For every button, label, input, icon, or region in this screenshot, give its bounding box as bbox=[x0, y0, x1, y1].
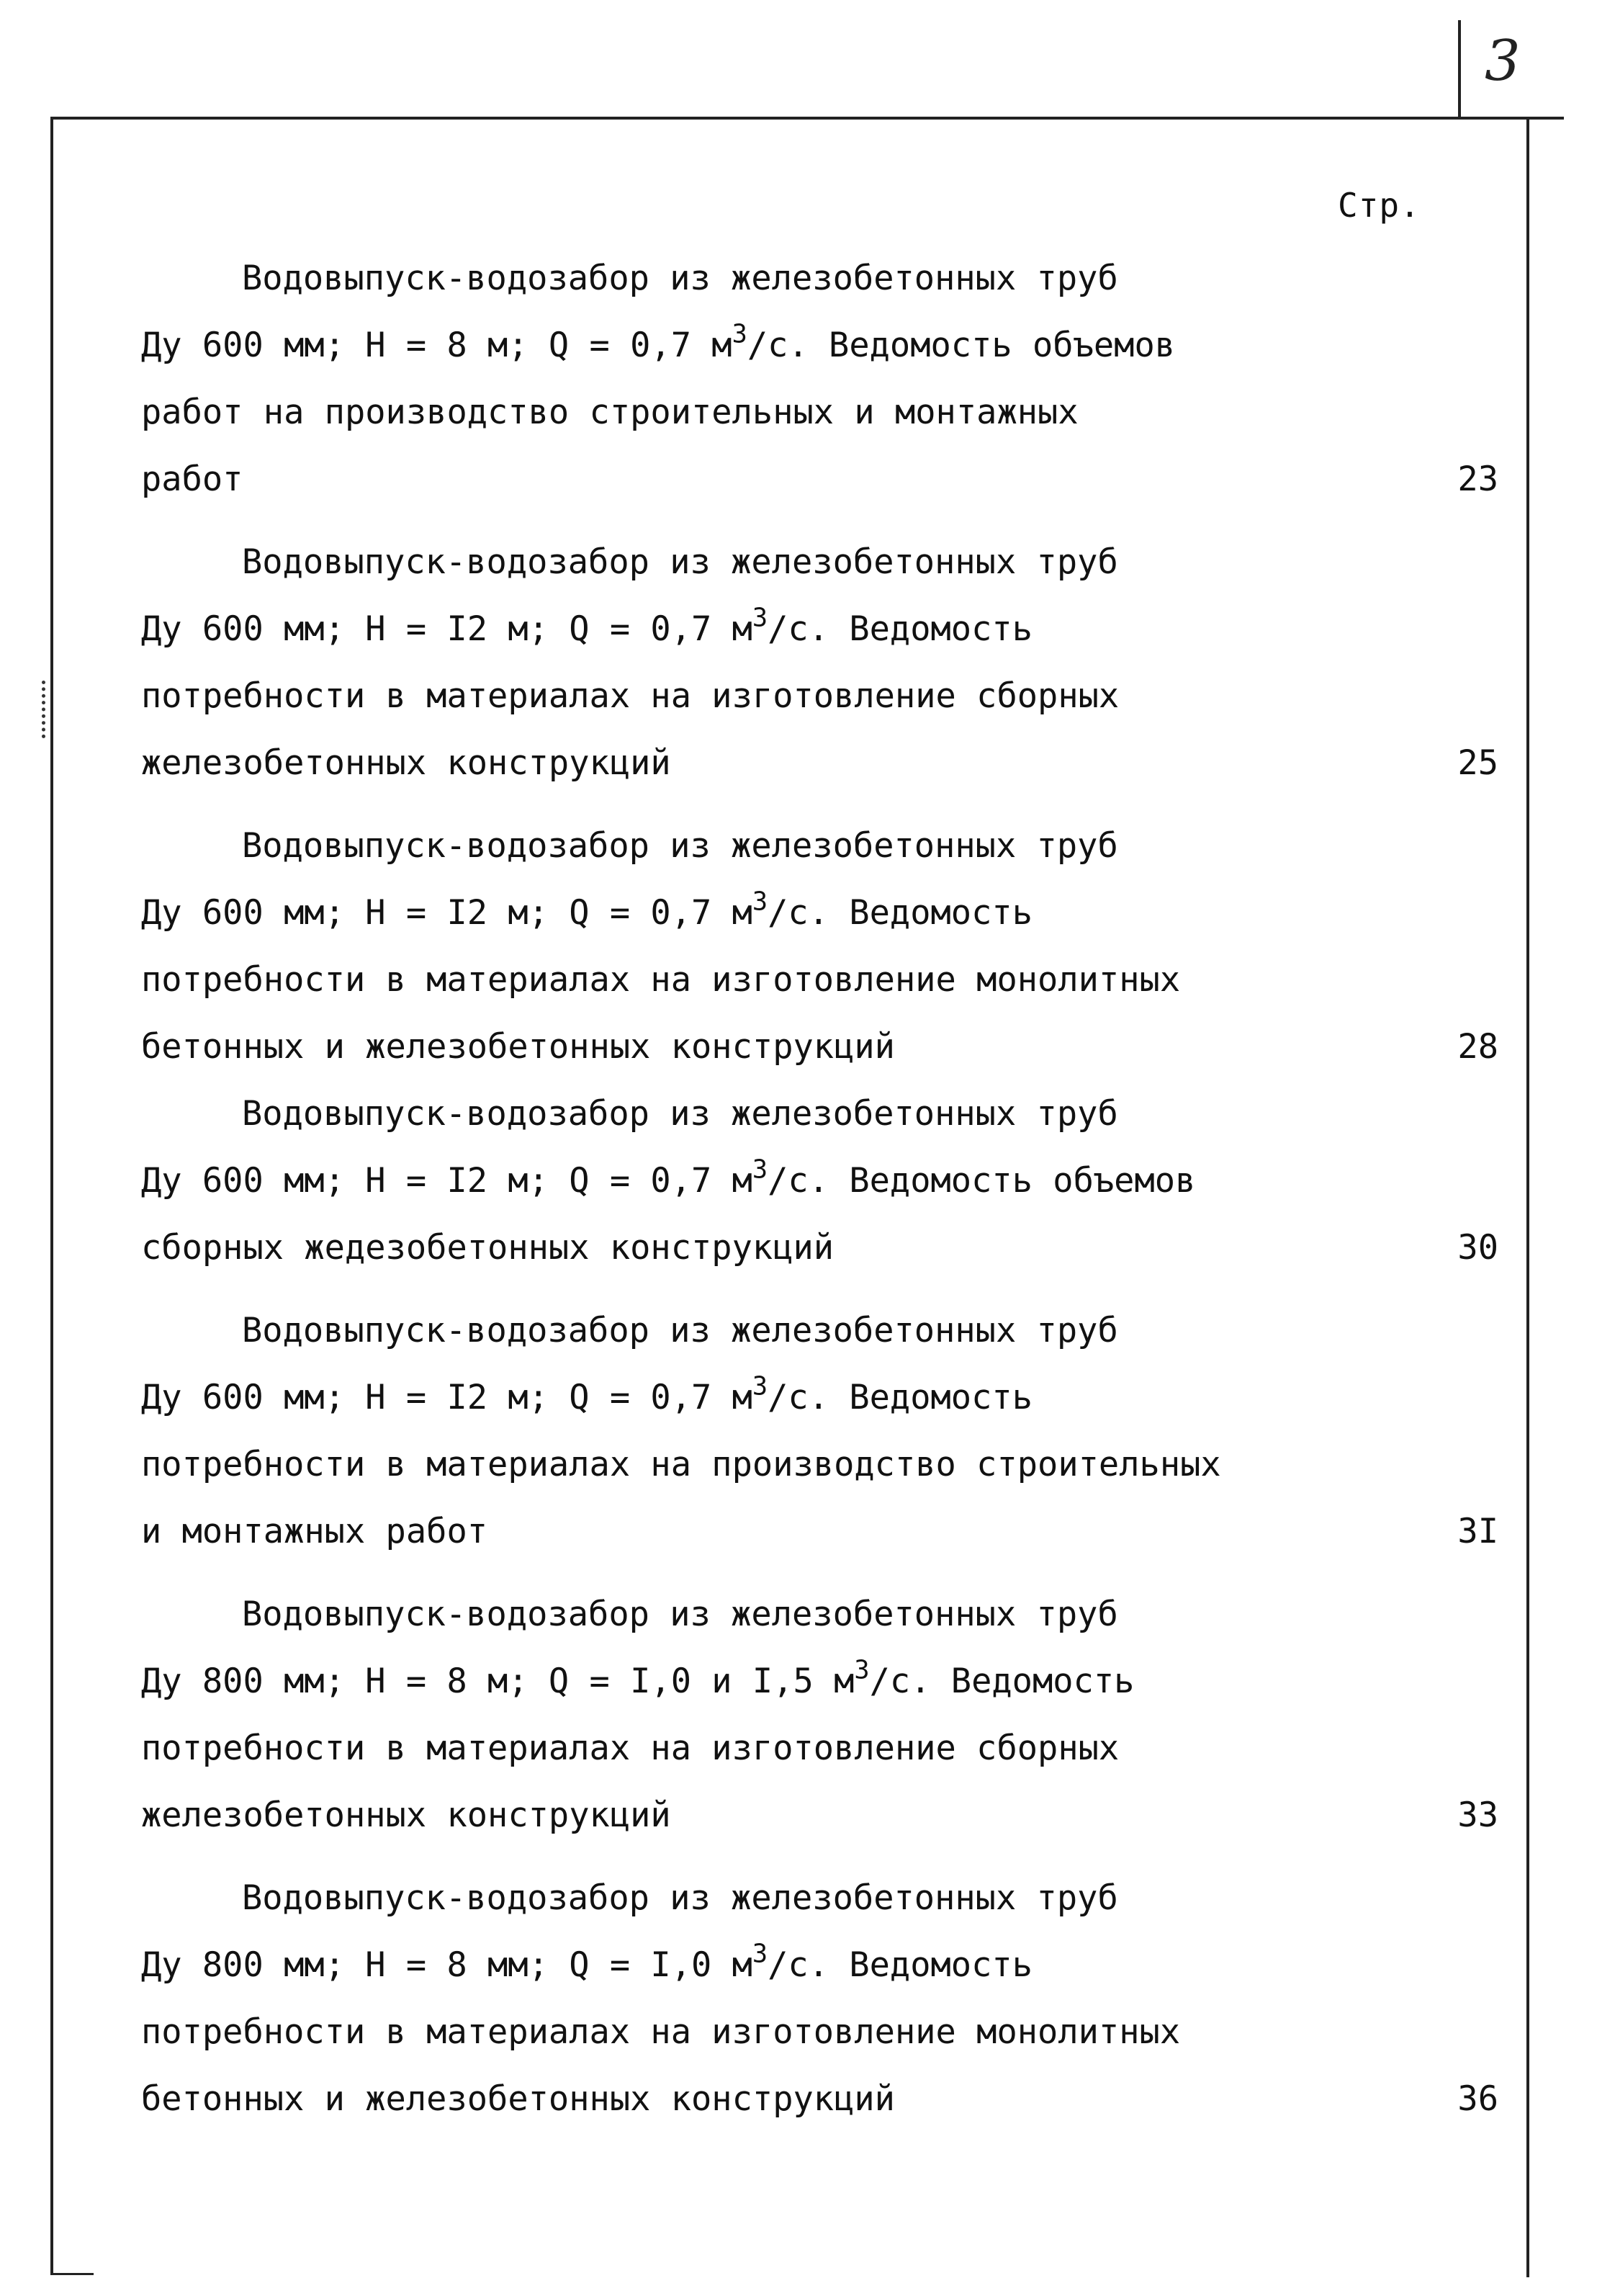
entry-desc-line: бетонных и железобетонных конструкций bbox=[141, 1027, 895, 1067]
table-of-contents bbox=[141, 245, 1509, 2133]
entry-title-line: Водовыпуск-водозабор из железобетонных труб bbox=[242, 259, 1118, 298]
margin-scan-marks bbox=[42, 681, 49, 738]
entry-page-number: 30 bbox=[1457, 1228, 1498, 1268]
stamp-divider-line bbox=[1458, 20, 1461, 118]
entry-params-line: Ду 600 мм; Н = I2 м; Q = 0,7 $м^3/с$. Ведомость объемов bbox=[141, 1154, 1196, 1201]
entry-desc-line: сборных жедезобетонных конструкций bbox=[141, 1228, 835, 1268]
entry-params-line: Ду 600 мм; Н = I2 м; Q = 0,7 $м^3/с$. Ведомость bbox=[141, 603, 1033, 649]
toc-entry bbox=[141, 245, 1509, 513]
entry-page-number: 3I bbox=[1457, 1512, 1498, 1551]
entry-desc-line: бетонных и железобетонных конструкций bbox=[141, 2079, 895, 2119]
entry-desc-line: потребности в материалах на изготовление монолитных bbox=[141, 2012, 1181, 2052]
entry-title-line: Водовыпуск-водозабор из железобетонных труб bbox=[242, 826, 1118, 866]
frame-right-border bbox=[1526, 117, 1529, 2277]
entry-title-line: Водовыпуск-водозабор из железобетонных труб bbox=[242, 1595, 1118, 1634]
toc-entry bbox=[141, 1865, 1509, 2133]
page-number: 3 bbox=[1485, 29, 1521, 94]
toc-entry bbox=[141, 1581, 1509, 1849]
entry-desc-line: работ на производство строительных и монтажных bbox=[141, 393, 1079, 432]
entry-title-line: Водовыпуск-водозабор из железобетонных труб bbox=[242, 1094, 1118, 1134]
entry-desc-line: потребности в материалах на изготовление сборных bbox=[141, 676, 1120, 716]
entry-page-number: 36 bbox=[1457, 2079, 1498, 2119]
entry-desc-line: работ bbox=[141, 459, 243, 499]
entry-params-line: Ду 600 мм; Н = 8 м; Q = 0,7 $м^3/с$. Ведомость объемов bbox=[141, 319, 1176, 365]
entry-desc-line: железобетонных конструкций bbox=[141, 1795, 671, 1835]
entry-desc-line: потребности в материалах на изготовление сборных bbox=[141, 1728, 1120, 1768]
entry-desc-line: потребности в материалах на изготовление монолитных bbox=[141, 960, 1181, 1000]
entry-params-line: Ду 600 мм; Н = I2 м; Q = 0,7 $м^3/с$. Ведомость bbox=[141, 1371, 1033, 1417]
entry-page-number: 28 bbox=[1457, 1027, 1498, 1067]
entry-page-number: 23 bbox=[1457, 459, 1498, 499]
frame-top-border bbox=[50, 117, 1564, 120]
entry-params-line: Ду 800 мм; Н = 8 м; Q = I,0 и I,5 $м^3/с$. Ведомость bbox=[141, 1655, 1135, 1701]
toc-entry bbox=[141, 812, 1509, 1080]
entry-desc-line: железобетонных конструкций bbox=[141, 743, 671, 783]
page-column-header: Стр. bbox=[1338, 186, 1421, 225]
entry-desc-line: потребности в материалах на производство строительных bbox=[141, 1445, 1221, 1484]
entry-title-line: Водовыпуск-водозабор из железобетонных труб bbox=[242, 1311, 1118, 1350]
entry-params-line: Ду 800 мм; Н = 8 мм; Q = I,0 $м^3/с$. Ведомость bbox=[141, 1939, 1033, 1985]
entry-title-line: Водовыпуск-водозабор из железобетонных труб bbox=[242, 1878, 1118, 1918]
entry-params-line: Ду 600 мм; Н = I2 м; Q = 0,7 $м^3/с$. Ведомость bbox=[141, 887, 1033, 933]
frame-left-border bbox=[50, 117, 53, 2274]
toc-entry bbox=[141, 529, 1509, 797]
frame-bottom-tick bbox=[50, 2273, 94, 2275]
entry-page-number: 33 bbox=[1457, 1795, 1498, 1835]
toc-entry bbox=[141, 1080, 1509, 1281]
entry-desc-line: и монтажных работ bbox=[141, 1512, 488, 1551]
toc-entry bbox=[141, 1297, 1509, 1565]
entry-page-number: 25 bbox=[1457, 743, 1498, 783]
entry-title-line: Водовыпуск-водозабор из железобетонных труб bbox=[242, 542, 1118, 582]
